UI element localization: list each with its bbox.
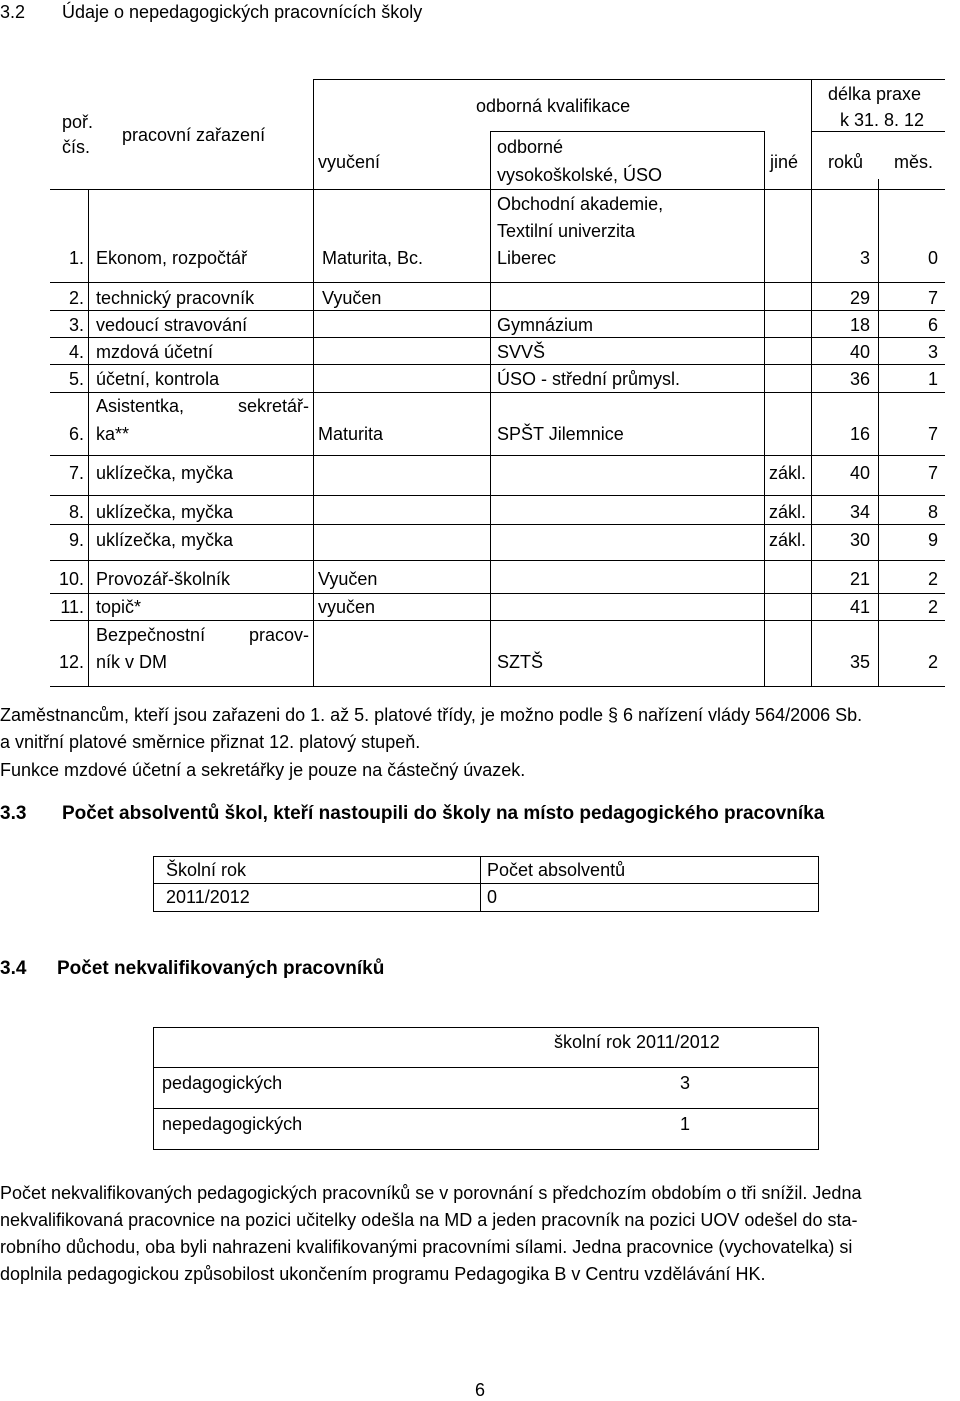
row-number: 6. — [68, 424, 84, 444]
row-mes: 7 — [927, 288, 938, 308]
row-roku: 16 — [849, 424, 870, 444]
row-mes: 6 — [927, 315, 938, 335]
row-vyuceni: Vyučen — [322, 288, 382, 308]
row-job-line2: ka** — [96, 424, 130, 444]
row-job-line1: Bezpečnostní pracov- — [96, 625, 309, 645]
section-3-3-number: 3.3 — [0, 803, 27, 824]
note-line-3: Funkce mzdové účetní a sekretářky je pouze na částečný úvazek. — [0, 760, 526, 780]
row-number: 12. — [58, 652, 84, 672]
section-3-4-title: Počet nekvalifikovaných pracovníků — [57, 958, 385, 979]
row-vs-line3: Liberec — [497, 248, 557, 268]
row-job: topič* — [96, 597, 142, 617]
row-roku: 35 — [849, 652, 870, 672]
row-mes: 8 — [927, 502, 938, 522]
row-job: mzdová účetní — [96, 342, 214, 362]
row-number: 11. — [60, 597, 84, 617]
row-job: Ekonom, rozpočtář — [96, 248, 248, 268]
row-number: 2. — [68, 288, 84, 308]
paragraph-line-1: Počet nekvalifikovaných pedagogických pracovníků se v porovnání s předchozím obdobím o tři snížil. Jedna — [0, 1183, 862, 1203]
row-mes: 1 — [927, 369, 938, 389]
header-vs-2: vysokoškolské, ÚSO — [497, 165, 663, 185]
header-odborna-kvalifikace: odborná kvalifikace — [476, 96, 631, 116]
row-mes: 2 — [927, 597, 938, 617]
row-vs: ÚSO - střední průmysl. — [497, 369, 681, 389]
row-roku: 41 — [849, 597, 870, 617]
graduates-year: 2011/2012 — [166, 887, 250, 907]
row-vs: Gymnázium — [497, 315, 594, 335]
row-mes: 7 — [927, 424, 938, 444]
row-number: 10. — [58, 569, 84, 589]
graduates-header-year: Školní rok — [166, 860, 247, 880]
note-line-2: a vnitřní platové směrnice přiznat 12. platový stupeň. — [0, 732, 421, 752]
row-jine: zákl. — [768, 502, 806, 522]
header-mes: měs. — [894, 152, 934, 172]
row-job: vedoucí stravování — [96, 315, 248, 335]
row-mes: 2 — [927, 652, 938, 672]
unqualified-value: 1 — [680, 1114, 691, 1134]
row-vs: SPŠT Jilemnice — [497, 424, 624, 444]
row-number: 9. — [68, 530, 84, 550]
section-3-4-number: 3.4 — [0, 958, 27, 979]
row-vyuceni: Maturita — [318, 424, 384, 444]
row-roku: 3 — [859, 248, 870, 268]
row-vs-line2: Textilní univerzita — [497, 221, 636, 241]
row-number: 1. — [68, 248, 84, 268]
row-job-line1: Asistentka, sekretář- — [96, 396, 309, 416]
paragraph-line-4: doplnila pedagogickou způsobilost ukončením programu Pedagogika B v Centru vzdělávání HK. — [0, 1264, 766, 1284]
row-vyuceni: vyučen — [318, 597, 376, 617]
row-mes: 0 — [927, 248, 938, 268]
row-number: 7. — [68, 463, 84, 483]
unqualified-value: 3 — [680, 1073, 691, 1093]
unqualified-label: nepedagogických — [162, 1114, 303, 1134]
row-mes: 9 — [927, 530, 938, 550]
row-roku: 36 — [849, 369, 870, 389]
row-job: uklízečka, myčka — [96, 530, 234, 550]
header-k-datu: k 31. 8. 12 — [840, 110, 925, 130]
header-vyuceni: vyučení — [318, 152, 381, 172]
unqualified-label: pedagogických — [162, 1073, 283, 1093]
row-mes: 7 — [927, 463, 938, 483]
row-job: technický pracovník — [96, 288, 255, 308]
row-roku: 18 — [849, 315, 870, 335]
row-mes: 3 — [927, 342, 938, 362]
row-number: 8. — [68, 502, 84, 522]
row-vyuceni: Vyučen — [318, 569, 378, 589]
section-3-2-title: Údaje o nepedagogických pracovnících školy — [62, 2, 423, 22]
row-jine: zákl. — [768, 463, 806, 483]
graduates-header-count: Počet absolventů — [487, 860, 626, 880]
paragraph-line-2: nekvalifikovaná pracovnice na pozici učitelky odešla na MD a jeden pracovník na pozici UOV odešel do sta- — [0, 1210, 858, 1230]
row-roku: 29 — [849, 288, 870, 308]
header-por: poř. — [62, 112, 94, 132]
row-job: uklízečka, myčka — [96, 463, 234, 483]
row-number: 3. — [68, 315, 84, 335]
row-vs: SZTŠ — [497, 652, 544, 672]
row-job: uklízečka, myčka — [96, 502, 234, 522]
row-job: účetní, kontrola — [96, 369, 220, 389]
header-roku: roků — [828, 152, 864, 172]
row-mes: 2 — [927, 569, 938, 589]
row-job: Provozář-školník — [96, 569, 231, 589]
row-job-line2: ník v DM — [96, 652, 168, 672]
section-3-3-title: Počet absolventů škol, kteří nastoupili do školy na místo pedagogického pracovníka — [62, 803, 825, 824]
row-vs: SVVŠ — [497, 342, 546, 362]
paragraph-line-3: robního důchodu, oba byli nahrazeni kvalifikovanými pracovními sílami. Jedna pracovnice (vychovatelka) si — [0, 1237, 853, 1257]
row-number: 5. — [68, 369, 84, 389]
row-vyuceni: Maturita, Bc. — [322, 248, 424, 268]
row-roku: 30 — [849, 530, 870, 550]
row-vs-line1: Obchodní akademie, — [497, 194, 664, 214]
row-roku: 21 — [849, 569, 870, 589]
graduates-count: 0 — [487, 887, 498, 907]
header-pracovni-zarazeni: pracovní zařazení — [122, 125, 266, 145]
note-line-1: Zaměstnancům, kteří jsou zařazeni do 1. až 5. platové třídy, je možno podle § 6 nařízení vlády 564/2006 Sb. — [0, 705, 863, 725]
header-delka-praxe: délka praxe — [828, 84, 922, 104]
header-jine: jiné — [770, 152, 799, 172]
row-roku: 34 — [849, 502, 870, 522]
row-roku: 40 — [849, 463, 870, 483]
row-jine: zákl. — [768, 530, 806, 550]
page-number: 6 — [474, 1380, 485, 1400]
section-3-2-number: 3.2 — [0, 2, 26, 22]
header-cis: čís. — [62, 137, 91, 157]
row-roku: 40 — [849, 342, 870, 362]
unqualified-col-header: školní rok 2011/2012 — [554, 1032, 720, 1052]
header-vs-1: odborné — [497, 137, 564, 157]
row-number: 4. — [68, 342, 84, 362]
